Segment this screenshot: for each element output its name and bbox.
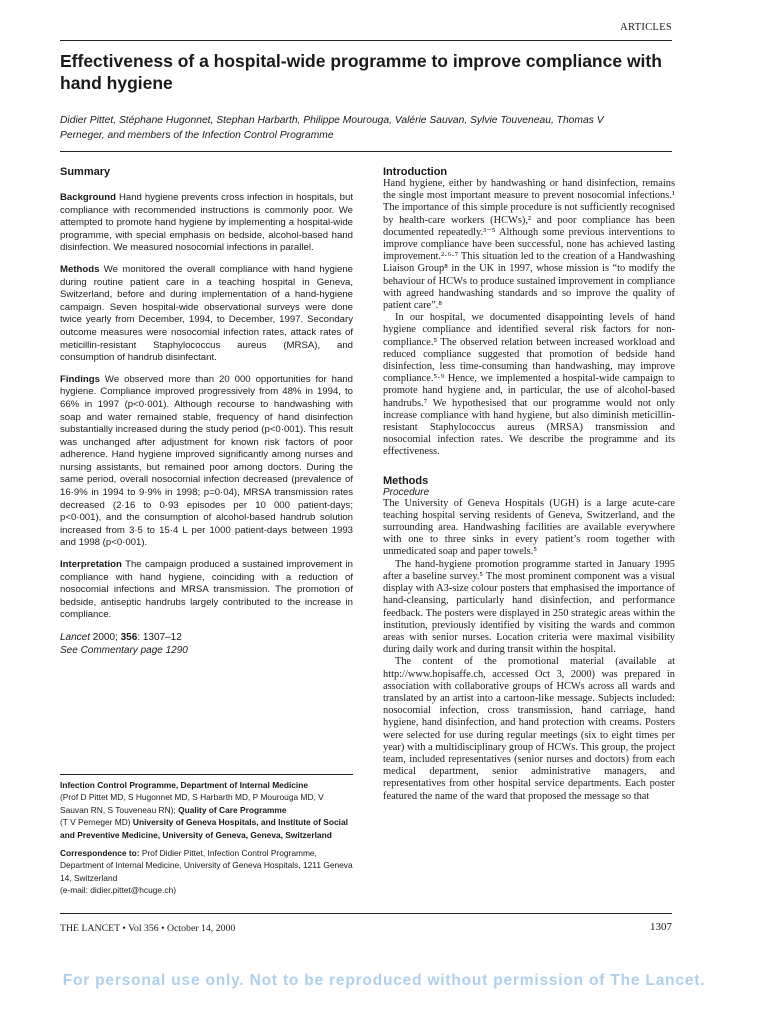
introduction-heading: Introduction: [383, 166, 448, 178]
affiliations-block: [60, 779, 353, 903]
methods-heading: Methods: [383, 474, 429, 487]
introduction-paragraph-2: In our hospital, we documented disappointing levels of hand hygiene compliance and identified several risk factors for non-compliance.⁵ The observed relation between increased workload and reduced compliance suggested that promotion of bedside hand disinfection, less time-consuming than handwashing, may improve compliance.⁵·⁹ Hence, we implemented a hospital-wide campaign to promote hand hygiene and, in particular, the use of alcohol-based handrubs.⁷ We hypothesised that our programme would not only increase compliance with hand hygiene, but also diminish meticillin-resistant Staphylococcus aureus (MRSA) transmission and nosocomial infection rates. We describe the programme and its effectiveness.: [383, 312, 675, 458]
background-text: Hand hygiene prevents cross infection in hospitals, but compliance with recommended instructions is commonly poor. We attempted to promote hand hygiene by implementing a hospital-wide programme, with special emphasis on bedside, alcohol-based hand disinfection. We measured nosocomial infections in parallel.: [60, 192, 353, 254]
commentary-line: See Commentary page 1290: [60, 645, 188, 656]
affiliation-line1: Infection Control Programme, Department of Internal Medicine: [60, 780, 309, 790]
findings-label: Findings: [60, 373, 100, 385]
authors-rule: [60, 151, 672, 152]
citation-line: [60, 631, 353, 644]
top-rule: [60, 40, 672, 41]
summary-background: [60, 192, 353, 255]
procedure-subheading: Procedure: [383, 486, 430, 498]
correspondence: [60, 847, 353, 897]
page-number: 1307: [650, 921, 672, 933]
citation-year: 2000;: [90, 632, 121, 643]
body-column: [383, 166, 675, 803]
summary-interpretation: [60, 559, 353, 622]
affiliation-text: [60, 779, 353, 841]
summary-heading: Summary: [60, 166, 111, 178]
summary-findings: [60, 374, 353, 550]
interpretation-label: Interpretation: [60, 559, 122, 571]
citation-journal: Lancet: [60, 632, 91, 643]
methods-text: We monitored the overall compliance with hand hygiene during routine patient care in a teaching hospital in Geneva, Switzerland, before and during implementation of a hand-hygiene campaign. Seven hospital-wide observational surveys were done twice yearly from December, 1994, to December, 1997. Secondary outcome measures were nosocomial infection rates, attack rates of meticillin-resistant Staphylococcus aureus (MRSA), and consumption of handrub disinfectant.: [60, 263, 353, 364]
article-title: Effectiveness of a hospital-wide programme to improve compliance with hand hygiene: [60, 51, 662, 93]
methods-label: Methods: [60, 263, 100, 275]
methods-paragraph-1: The University of Geneva Hospitals (UGH) is a large acute-care teaching hospital serving residents of Geneva, Switzerland, and the surrounding area. Handwashing facilities are available everywhere with one to three sinks in every patient’s room together with unmedicated soap and paper towels.⁵: [383, 497, 675, 558]
affiliation-line2: (Prof D Pittet MD, S Hugonnet MD, S Harbarth MD, P Mourouga MD, V Sauvan RN, S Touveneau RN);: [60, 792, 324, 815]
correspondence-email: (e-mail: didier.pittet@hcuge.ch): [60, 885, 177, 896]
interpretation-text: The campaign produced a sustained improvement in compliance with hand hygiene, coinciding with a reduction of nosocomial infections and MRSA transmission. The promotion of bedside, antiseptic handrubs largely contributed to the increase in compliance.: [60, 559, 353, 621]
affiliation-qcp: Quality of Care Programme: [175, 804, 287, 815]
correspondence-text: Prof Didier Pittet, Infection Control Programme, Department of Internal Medicine, University of Geneva Hospitals, 1211 Geneva 14, Switzerland: [60, 848, 353, 883]
summary-column: [60, 166, 353, 657]
methods-paragraph-2: The hand-hygiene promotion programme started in January 1995 after a baseline survey.⁵ The most prominent component was a visual display with A3-size colour posters that emphasised the importance of hand-cleansing, particularly hand disinfection, and performance feedback. The posters were displayed in 250 strategic areas within the institution, previously identified by visiting the wards and common areas with senior nurses. Location criteria were maximal visibility during daily work and during transit within the hospital.: [383, 558, 675, 656]
affiliation-rule: [60, 774, 353, 775]
background-label: Background: [60, 192, 116, 203]
watermark-notice: For personal use only. Not to be reproduced without permission of The Lancet.: [62, 972, 706, 989]
affiliation-line4: University of Geneva Hospitals, and Institute of Social and Preventive Medicine, University of Geneva, Geneva, Switzerland: [60, 817, 348, 840]
footer-rule: [60, 913, 672, 914]
author-list: Didier Pittet, Stéphane Hugonnet, Stephan Harbarth, Philippe Mourouga, Valérie Sauvan, Sylvie Touveneau, Thomas V Perneger, and members of the Infection Control Programme: [60, 115, 604, 141]
affiliation-line3: (T V Perneger MD): [60, 817, 131, 828]
section-label: ARTICLES: [620, 22, 672, 33]
citation-volume: 356: [120, 632, 138, 643]
findings-text: We observed more than 20 000 opportunities for hand hygiene. Compliance improved progressively from 48% in 1994, to 66% in 1997 (p<0·001). Although recourse to handwashing with soap and water remained stable, frequency of hand disinfection substantially increased during the study period (p<0·001). This result was unchanged after adjustment for known risk factors of poor adherence. Hand hygiene improved significantly among nurses and nursing assistants, but remained poor among doctors. During the same period, overall nosocomial infection decreased (prevalence of 16·9% in 1994 to 9·9% in 1998; p=0·04), MRSA transmission rates decreased (2·16 to 0·93 episodes per 10 000 patient-days; p<0·001), and the consumption of alcohol-based handrub solution increased from 3·5 to 15·4 L per 1000 patient-days between 1993 and 1998 (p<0·001).: [60, 373, 353, 549]
correspondence-label: Correspondence to:: [60, 848, 140, 859]
introduction-paragraph-1: Hand hygiene, either by handwashing or hand disinfection, remains the single most important measure to prevent nosocomial infections.¹ The importance of this simple procedure is not sufficiently recognised by health-care workers (HCWs),² and poor compliance has been documented repeatedly.³⁻⁵ Although some previous interventions to improve compliance have been successful, none has achieved lasting improvement.²·⁶·⁷ This situation led to the creation of a Handwashing Liaison Group⁸ in the UK in 1997, whose mission is “to modify the behaviour of HCWs to produce sustained improvement in compliance with agreed handwashing standards and so improve the quality of patient care”.⁸: [383, 178, 675, 312]
citation-pages: : 1307–12: [137, 632, 182, 643]
summary-methods: [60, 264, 353, 365]
footer-journal: THE LANCET • Vol 356 • October 14, 2000: [60, 923, 236, 934]
methods-paragraph-3: The content of the promotional material (available at http://www.hopisaffe.ch, accessed Oct 3, 2000) was prepared in association with collaborative groups of HCWs across all wards and translated by an artist into a cartoon-like message. Subjects included: nosocomial infection, cross transmission, hand carriage, hand hygiene, hand disinfection, and hand protection with creams. Posters were selected for use during regular meetings (six to eight times per year) with a multidisciplinary group of HCWs. This group, the project team, included representatives (senior nurses and doctors) from each medical department, senior administrative managers, and representatives from other hospital service departments. Each poster featured the name of the ward that proposed the message so that: [383, 656, 675, 802]
